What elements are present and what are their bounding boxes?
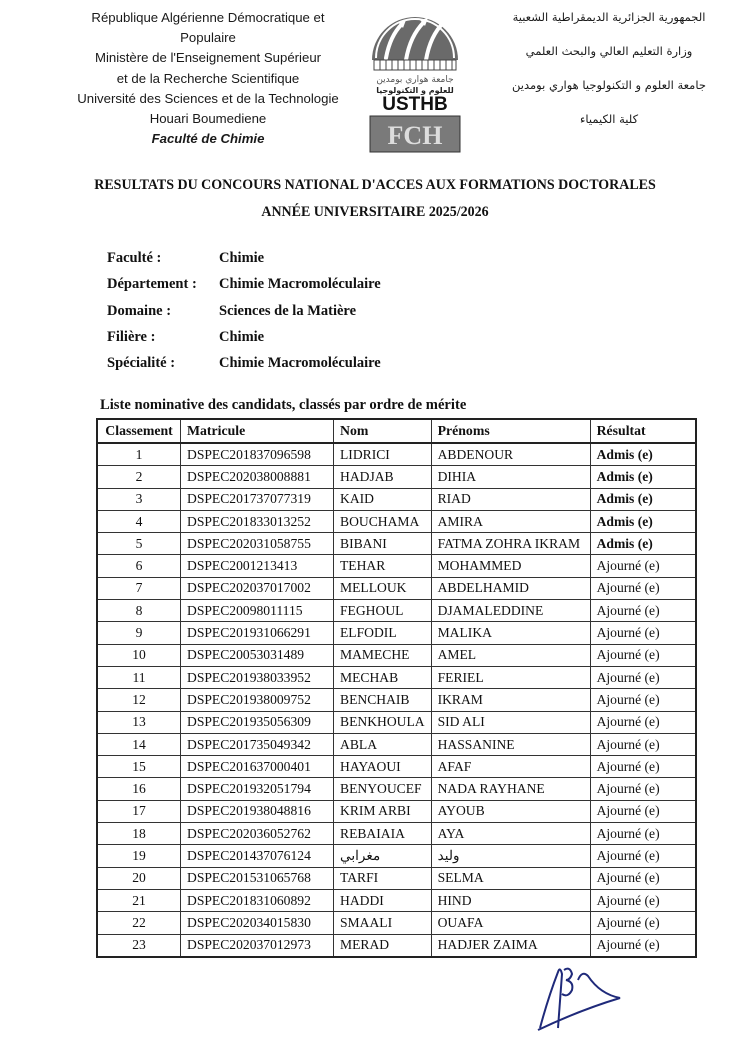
rank-cell: 4 — [97, 510, 181, 532]
prenoms-cell: AYOUB — [431, 800, 590, 822]
prenoms-cell: MALIKA — [431, 622, 590, 644]
list-caption: Liste nominative des candidats, classés par ordre de mérite — [100, 397, 467, 413]
matricule-cell: DSPEC202034015830 — [181, 912, 334, 934]
rank-cell: 7 — [97, 577, 181, 599]
rank-cell: 6 — [97, 555, 181, 577]
matricule-cell: DSPEC2001213413 — [181, 555, 334, 577]
header-right-arabic — [480, 6, 738, 142]
header-line: Ministère de l'Enseignement Supérieur — [94, 50, 322, 66]
header-line-ar: جامعة العلوم و التكنولوجيا هواري بومدين — [512, 78, 706, 92]
prenoms-cell: SID ALI — [431, 711, 590, 733]
prenoms-cell: DIHIA — [431, 466, 590, 488]
prenoms-cell: MOHAMMED — [431, 555, 590, 577]
rank-cell: 10 — [97, 644, 181, 666]
resultat-cell: Ajourné (e) — [590, 577, 696, 599]
matricule-cell: DSPEC201531065768 — [181, 867, 334, 889]
header-line-ar: وزارة التعليم العالي والبحث العلمي — [525, 44, 693, 58]
table-row — [97, 800, 696, 822]
rank-cell: 22 — [97, 912, 181, 934]
usthb-logo — [368, 6, 462, 154]
nom-cell: BENCHAIB — [334, 689, 432, 711]
table-row — [97, 533, 696, 555]
nom-cell: HADJAB — [334, 466, 432, 488]
table-row — [97, 622, 696, 644]
resultat-cell: Admis (e) — [590, 466, 696, 488]
rank-cell: 9 — [97, 622, 181, 644]
table-row — [97, 510, 696, 532]
resultat-cell: Ajourné (e) — [590, 733, 696, 755]
resultat-cell: Ajourné (e) — [590, 800, 696, 822]
resultat-cell: Ajourné (e) — [590, 934, 696, 957]
faculty-label: Faculté de Chimie — [151, 131, 265, 147]
matricule-cell: DSPEC201938009752 — [181, 689, 334, 711]
prenoms-cell: ABDELHAMID — [431, 577, 590, 599]
rank-cell: 14 — [97, 733, 181, 755]
nom-cell: مغرابي — [334, 845, 432, 867]
header-line-ar: الجمهورية الجزائرية الديمقراطية الشعبية — [512, 10, 706, 24]
table-row — [97, 756, 696, 778]
academic-year: ANNÉE UNIVERSITAIRE 2025/2026 — [261, 203, 489, 220]
prenoms-cell: وليد — [431, 845, 590, 867]
matricule-cell: DSPEC201437076124 — [181, 845, 334, 867]
resultat-cell: Admis (e) — [590, 533, 696, 555]
resultat-cell: Ajourné (e) — [590, 778, 696, 800]
resultat-cell: Ajourné (e) — [590, 889, 696, 911]
prenoms-cell: DJAMALEDDINE — [431, 600, 590, 622]
matricule-cell: DSPEC20053031489 — [181, 644, 334, 666]
col-header-matricule: Matricule — [181, 419, 334, 443]
info-row-department: Département : Chimie Macromoléculaire — [107, 276, 381, 293]
matricule-cell: DSPEC201637000401 — [181, 756, 334, 778]
resultat-cell: Ajourné (e) — [590, 666, 696, 688]
prenoms-cell: HIND — [431, 889, 590, 911]
prenoms-cell: RIAD — [431, 488, 590, 510]
nom-cell: MECHAB — [334, 666, 432, 688]
resultat-cell: Ajourné (e) — [590, 867, 696, 889]
rank-cell: 13 — [97, 711, 181, 733]
resultat-cell: Ajourné (e) — [590, 711, 696, 733]
prenoms-cell: FATMA ZOHRA IKRAM — [431, 533, 590, 555]
matricule-cell: DSPEC201938048816 — [181, 800, 334, 822]
prenoms-cell: FERIEL — [431, 666, 590, 688]
resultat-cell: Ajourné (e) — [590, 600, 696, 622]
nom-cell: HADDI — [334, 889, 432, 911]
matricule-cell: DSPEC201737077319 — [181, 488, 334, 510]
svg-text:جامعة هواري بومدين: جامعة هواري بومدين — [376, 75, 454, 85]
table-row — [97, 733, 696, 755]
nom-cell: KRIM ARBI — [334, 800, 432, 822]
svg-text:للعلوم و التكنولوجيا: للعلوم و التكنولوجيا — [376, 86, 454, 95]
col-header-nom: Nom — [334, 419, 432, 443]
matricule-cell: DSPEC201735049342 — [181, 733, 334, 755]
nom-cell: BENKHOULA — [334, 711, 432, 733]
table-row — [97, 600, 696, 622]
rank-cell: 11 — [97, 666, 181, 688]
table-row — [97, 488, 696, 510]
info-row-filiere: Filière : Chimie — [107, 328, 265, 345]
info-row-faculty: Faculté : Chimie — [107, 250, 265, 266]
header-line: République Algérienne Démocratique et — [91, 10, 325, 25]
prenoms-cell: AMIRA — [431, 510, 590, 532]
prenoms-cell: HASSANINE — [431, 733, 590, 755]
table-header-row — [97, 419, 696, 443]
table-row — [97, 934, 696, 957]
header-line: Houari Boumediene — [149, 111, 267, 127]
rank-cell: 2 — [97, 466, 181, 488]
document-title: RESULTATS DU CONCOURS NATIONAL D'ACCES AUX FORMATIONS DOCTORALES — [94, 176, 656, 193]
prenoms-cell: HADJER ZAIMA — [431, 934, 590, 957]
table-row — [97, 867, 696, 889]
col-header-prenoms: Prénoms — [431, 419, 590, 443]
header-left-french — [62, 8, 354, 149]
rank-cell: 21 — [97, 889, 181, 911]
nom-cell: TEHAR — [334, 555, 432, 577]
table-row — [97, 778, 696, 800]
matricule-cell: DSPEC201931066291 — [181, 622, 334, 644]
table-row — [97, 889, 696, 911]
prenoms-cell: NADA RAYHANE — [431, 778, 590, 800]
prenoms-cell: ABDENOUR — [431, 443, 590, 466]
resultat-cell: Ajourné (e) — [590, 555, 696, 577]
prenoms-cell: IKRAM — [431, 689, 590, 711]
nom-cell: MELLOUK — [334, 577, 432, 599]
resultat-cell: Ajourné (e) — [590, 756, 696, 778]
svg-text:USTHB: USTHB — [382, 94, 448, 115]
table-row — [97, 666, 696, 688]
header-line-ar: كلية الكيمياء — [579, 112, 639, 126]
resultat-cell: Admis (e) — [590, 443, 696, 466]
table-row — [97, 555, 696, 577]
university-emblem-icon — [368, 6, 462, 154]
resultat-cell: Ajourné (e) — [590, 644, 696, 666]
program-info — [107, 250, 381, 381]
table-row — [97, 466, 696, 488]
svg-text:FCH: FCH — [387, 121, 443, 150]
nom-cell: MERAD — [334, 934, 432, 957]
nom-cell: BIBANI — [334, 533, 432, 555]
matricule-cell: DSPEC201837096598 — [181, 443, 334, 466]
prenoms-cell: AMEL — [431, 644, 590, 666]
matricule-cell: DSPEC20098011115 — [181, 600, 334, 622]
table-row — [97, 823, 696, 845]
signature — [530, 958, 630, 1039]
rank-cell: 18 — [97, 823, 181, 845]
resultat-cell: Admis (e) — [590, 510, 696, 532]
table-row — [97, 577, 696, 599]
nom-cell: KAID — [334, 488, 432, 510]
resultat-cell: Ajourné (e) — [590, 845, 696, 867]
table-row — [97, 689, 696, 711]
info-row-domain: Domaine : Sciences de la Matière — [107, 302, 357, 319]
rank-cell: 8 — [97, 600, 181, 622]
matricule-cell: DSPEC201938033952 — [181, 666, 334, 688]
nom-cell: ELFODIL — [334, 622, 432, 644]
nom-cell: BENYOUCEF — [334, 778, 432, 800]
col-header-rank: Classement — [97, 419, 181, 443]
resultat-cell: Ajourné (e) — [590, 912, 696, 934]
rank-cell: 17 — [97, 800, 181, 822]
rank-cell: 19 — [97, 845, 181, 867]
table-row — [97, 443, 696, 466]
nom-cell: LIDRICI — [334, 443, 432, 466]
matricule-cell: DSPEC202037017002 — [181, 577, 334, 599]
nom-cell: MAMECHE — [334, 644, 432, 666]
signature-icon — [530, 958, 630, 1034]
header-line: et de la Recherche Scientifique — [116, 70, 300, 86]
matricule-cell: DSPEC202031058755 — [181, 533, 334, 555]
nom-cell: ABLA — [334, 733, 432, 755]
nom-cell: HAYAOUI — [334, 756, 432, 778]
table-row — [97, 711, 696, 733]
rank-cell: 3 — [97, 488, 181, 510]
matricule-cell: DSPEC202038008881 — [181, 466, 334, 488]
header-line: Université des Sciences et de la Technologie — [77, 90, 339, 106]
matricule-cell: DSPEC202036052762 — [181, 823, 334, 845]
results-table — [96, 418, 697, 958]
nom-cell: SMAALI — [334, 912, 432, 934]
rank-cell: 20 — [97, 867, 181, 889]
matricule-cell: DSPEC202037012973 — [181, 934, 334, 957]
prenoms-cell: AYA — [431, 823, 590, 845]
table-row — [97, 845, 696, 867]
rank-cell: 5 — [97, 533, 181, 555]
table-row — [97, 912, 696, 934]
nom-cell: FEGHOUL — [334, 600, 432, 622]
nom-cell: BOUCHAMA — [334, 510, 432, 532]
rank-cell: 12 — [97, 689, 181, 711]
col-header-resultat: Résultat — [590, 419, 696, 443]
resultat-cell: Ajourné (e) — [590, 823, 696, 845]
matricule-cell: DSPEC201935056309 — [181, 711, 334, 733]
matricule-cell: DSPEC201932051794 — [181, 778, 334, 800]
prenoms-cell: SELMA — [431, 867, 590, 889]
header-line: Populaire — [180, 30, 236, 46]
rank-cell: 1 — [97, 443, 181, 466]
resultat-cell: Ajourné (e) — [590, 622, 696, 644]
resultat-cell: Admis (e) — [590, 488, 696, 510]
table-row — [97, 644, 696, 666]
rank-cell: 23 — [97, 934, 181, 957]
nom-cell: REBAIAIA — [334, 823, 432, 845]
info-row-specialty: Spécialité : Chimie Macromoléculaire — [107, 355, 381, 372]
resultat-cell: Ajourné (e) — [590, 689, 696, 711]
rank-cell: 16 — [97, 778, 181, 800]
matricule-cell: DSPEC201831060892 — [181, 889, 334, 911]
prenoms-cell: OUAFA — [431, 912, 590, 934]
prenoms-cell: AFAF — [431, 756, 590, 778]
matricule-cell: DSPEC201833013252 — [181, 510, 334, 532]
rank-cell: 15 — [97, 756, 181, 778]
nom-cell: TARFI — [334, 867, 432, 889]
